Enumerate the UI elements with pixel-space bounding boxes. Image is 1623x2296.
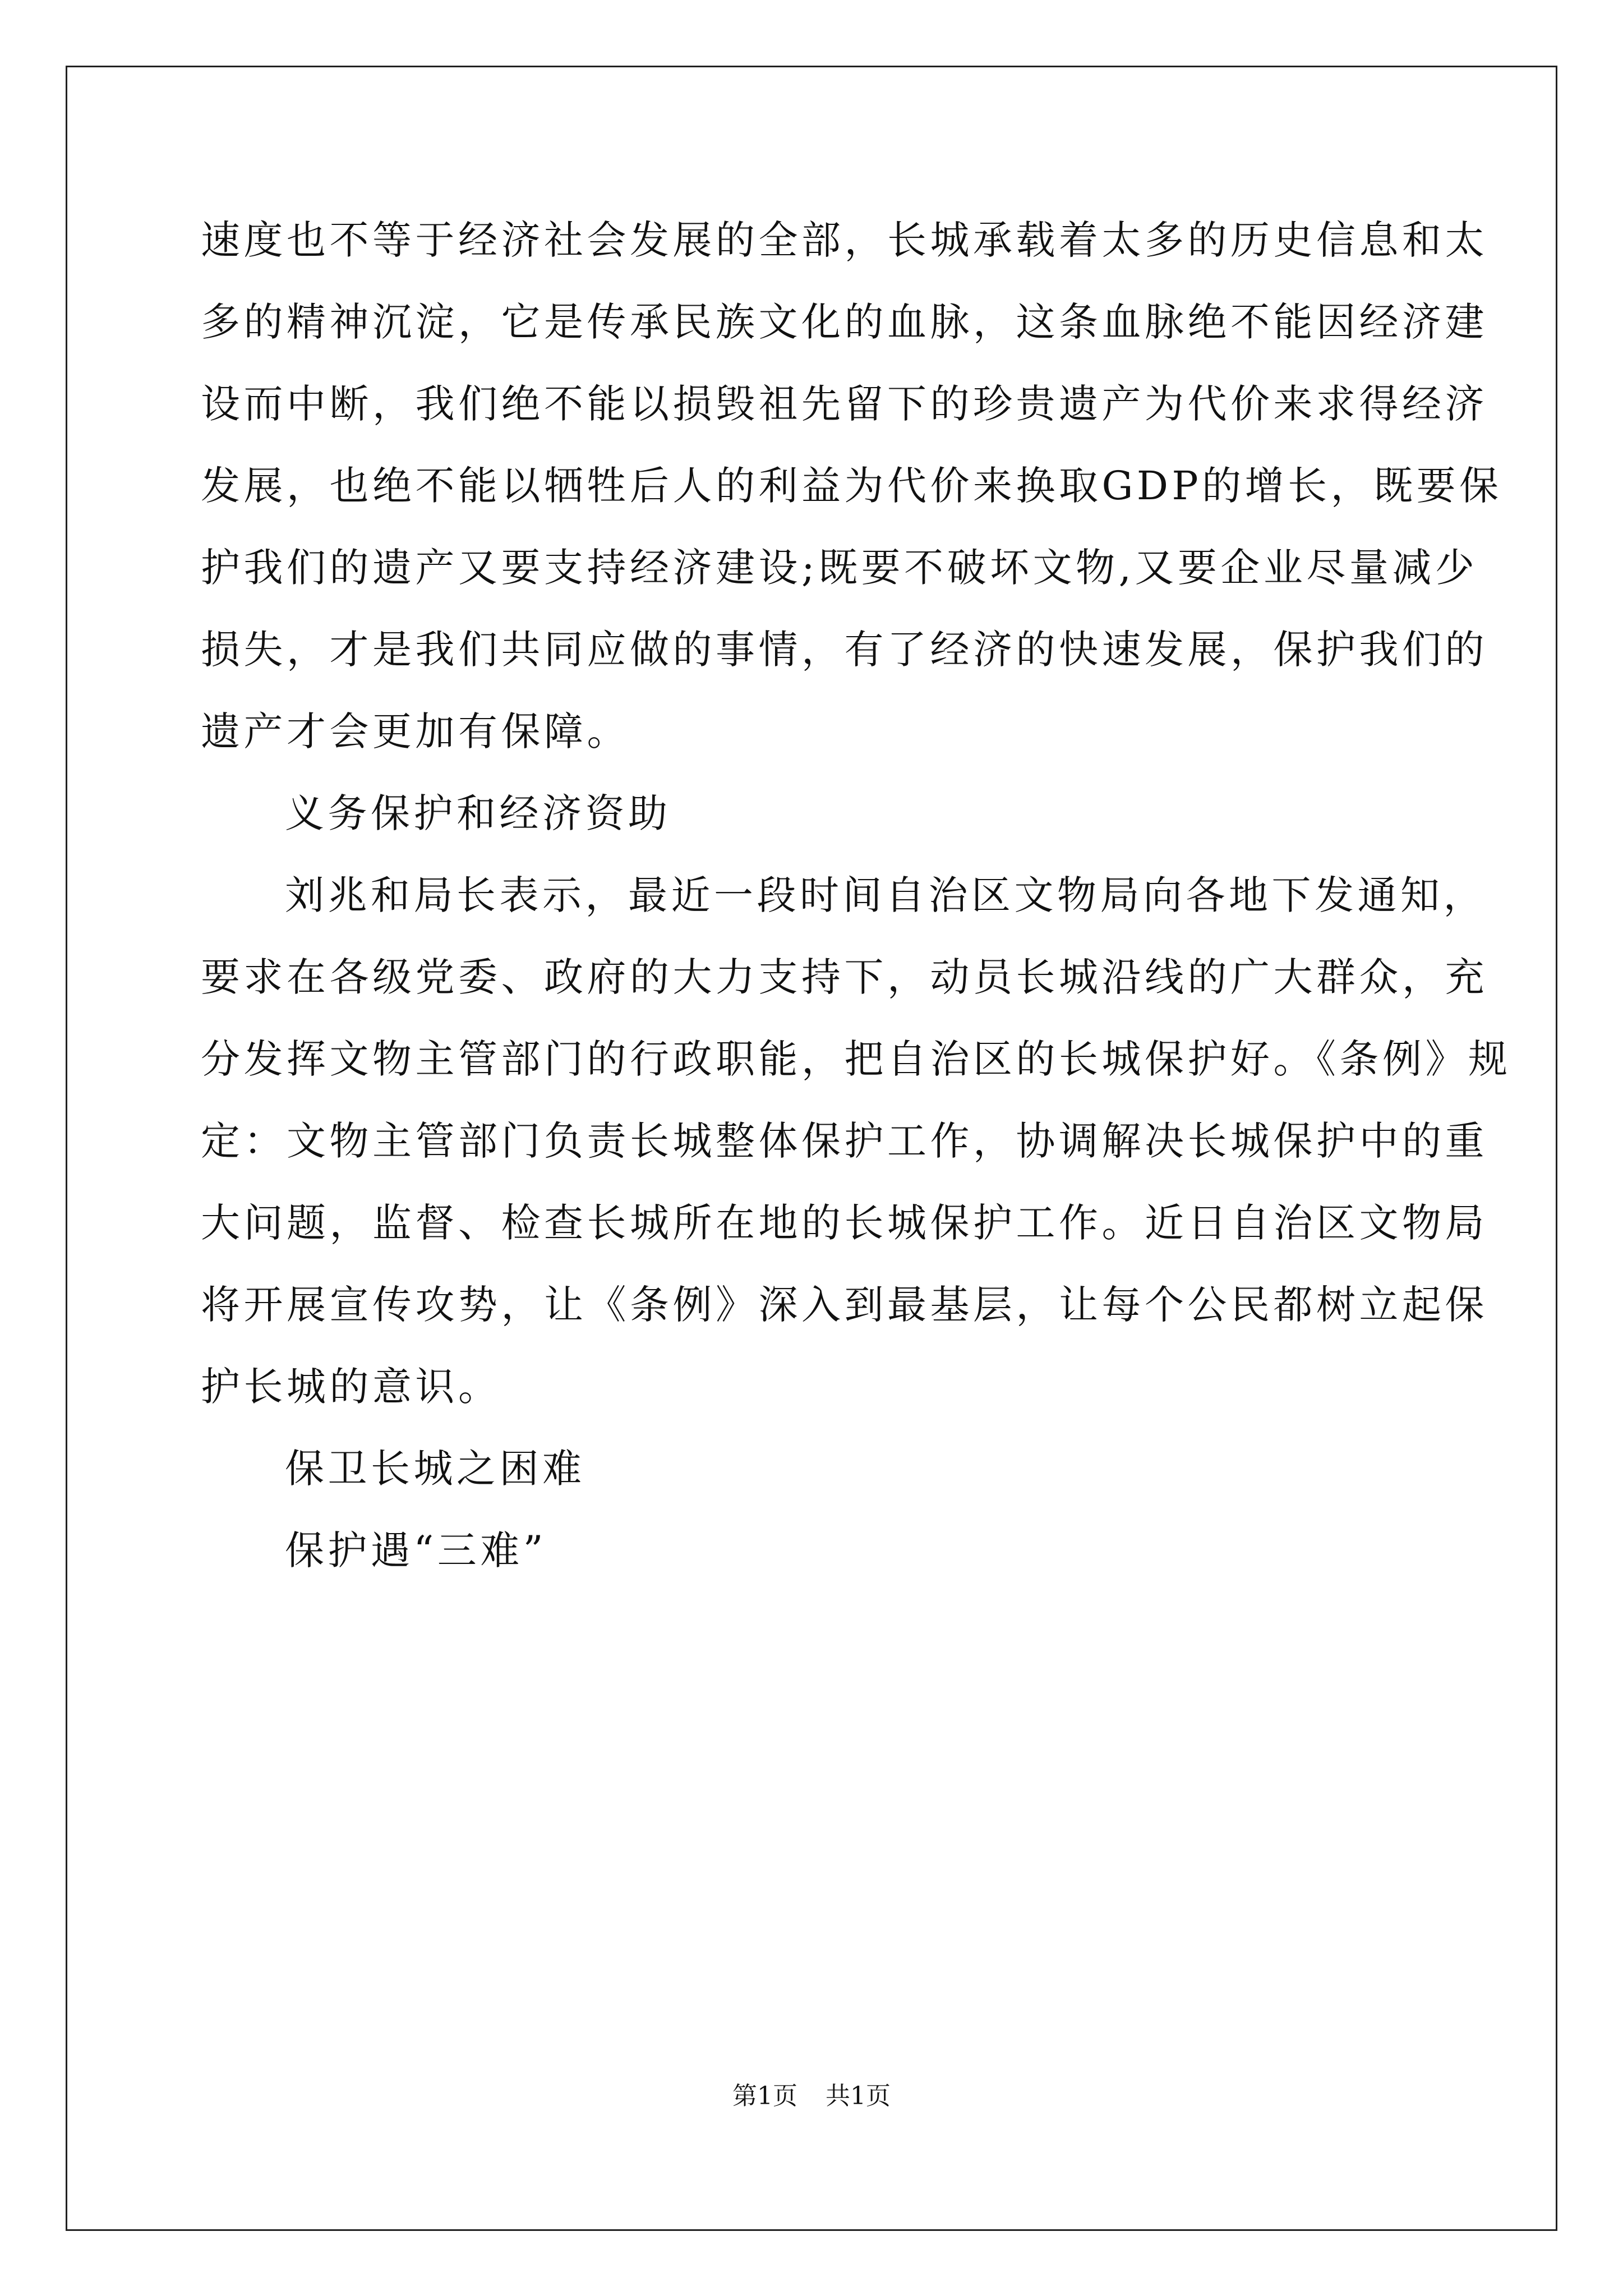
text-line: 发展，也绝不能以牺牲后人的利益为代价来换取GDP的增长，既要保 xyxy=(201,463,1502,509)
page-number-current: 第1页 xyxy=(732,2082,797,2110)
text-line: 损失，才是我们共同应做的事情，有了经济的快速发展，保护我们的 xyxy=(201,627,1488,673)
text-line: 分发挥文物主管部门的行政职能，把自治区的长城保护好。《条例》规 xyxy=(201,1036,1511,1082)
section-heading: 保护遇“三难” xyxy=(285,1527,547,1573)
text-line: 遗产才会更加有保障。 xyxy=(201,708,630,754)
text-line: 设而中断，我们绝不能以损毁祖先留下的珍贵遗产为代价来求得经济 xyxy=(201,381,1488,427)
text-line: 要求在各级党委、政府的大力支持下，动员长城沿线的广大群众，充 xyxy=(201,954,1488,1000)
text-line: 刘兆和局长表示，最近一段时间自治区文物局向各地下发通知， xyxy=(285,872,1486,918)
page-number-total: 共1页 xyxy=(826,2082,891,2110)
section-heading: 义务保护和经济资助 xyxy=(285,790,671,836)
text-line: 护我们的遗产又要支持经济建设;既要不破坏文物,又要企业尽量减少 xyxy=(201,545,1478,591)
text-line: 护长城的意识。 xyxy=(201,1364,501,1410)
page-footer xyxy=(0,2079,1623,2113)
text-line: 定：文物主管部门负责长城整体保护工作，协调解决长城保护中的重 xyxy=(201,1118,1488,1164)
text-line: 多的精神沉淀，它是传承民族文化的血脉，这条血脉绝不能因经济建 xyxy=(201,299,1488,345)
section-heading: 保卫长城之困难 xyxy=(285,1446,585,1492)
text-line: 速度也不等于经济社会发展的全部，长城承载着太多的历史信息和太 xyxy=(201,217,1488,263)
text-line: 将开展宣传攻势，让《条例》深入到最基层，让每个公民都树立起保 xyxy=(201,1282,1488,1328)
document-body xyxy=(201,213,1511,1577)
text-line: 大问题，监督、检查长城所在地的长城保护工作。近日自治区文物局 xyxy=(201,1200,1488,1246)
